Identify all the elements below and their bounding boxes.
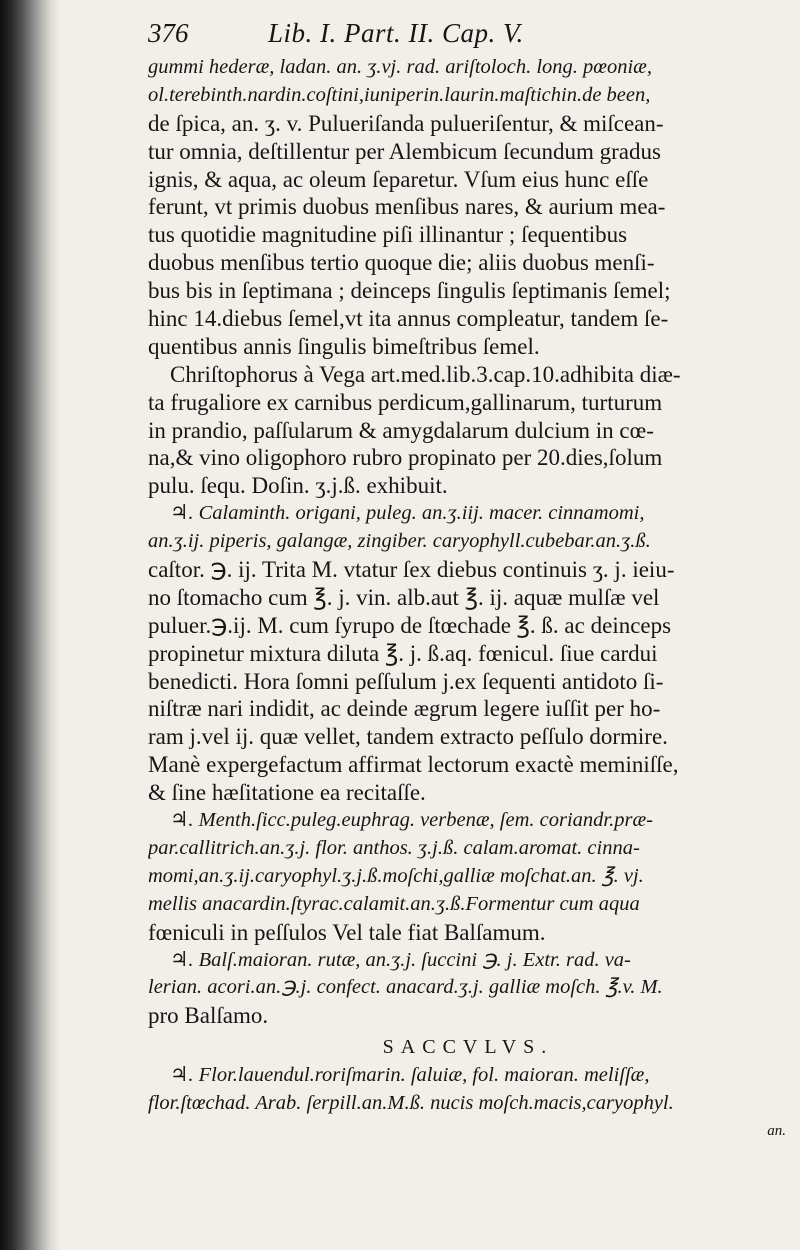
text-line: ol.terebinth.nardin.coſtini,iuniperin.laurin.maſtichin.de been, <box>148 83 651 106</box>
text-line: pro Balſamo. <box>148 1003 269 1029</box>
text-line: quentibus annis ſingulis bimeſtribus ſemel. <box>148 333 540 359</box>
text-line: an. <box>767 1122 786 1139</box>
page-number: 376 <box>148 18 189 48</box>
text-line: ♃. Balſ.maioran. rutæ, an.ʒ.j. ſuccini ℈. j. Extr. rad. va- <box>170 948 631 971</box>
text-line: ram j.vel ij. quæ vellet, tandem extracto peſſulo dormire. <box>148 724 668 750</box>
text-line: par.callitrich.an.ʒ.j. flor. anthos. ʒ.j.ß. calam.aromat. cinna- <box>148 836 640 859</box>
text-line: benedicti. Hora ſomni peſſulum j.ex ſequenti antidoto ſi- <box>148 668 664 694</box>
text-line: mellis anacardin.ſtyrac.calamit.an.ʒ.ß.Formentur cum aqua <box>148 892 640 915</box>
text-line: in prandio, paſſularum & amygdalarum dulcium in cœ- <box>148 417 654 443</box>
text-line: caſtor. ℈. ij. Trita M. vtatur ſex diebus continuis ʒ. j. ieiu- <box>148 557 675 583</box>
text-line: ignis, & aqua, ac oleum ſeparetur. Vſum eius hunc eſſe <box>148 166 649 192</box>
text-line: niſtræ nari indidit, ac deinde ægrum legere iuſſit per ho- <box>148 696 661 722</box>
text-line: ♃. Calaminth. origani, puleg. an.ʒ.iij. macer. cinnamomi, <box>170 502 645 525</box>
text-line: tur omnia, deſtillentur per Alembicum ſecundum gradus <box>148 138 661 164</box>
page-header <box>148 14 788 54</box>
text-line: ferunt, vt primis duobus menſibus nares, & aurium mea- <box>148 194 666 220</box>
text-line: puluer.℈.ij. M. cum ſyrupo de ſtœchade ℥. ß. ac deinceps <box>148 612 672 638</box>
text-line: ta frugaliore ex carnibus perdicum,gallinarum, turturum <box>148 389 663 415</box>
text-line: ♃. Menth.ſicc.puleg.euphrag. verbenæ, ſem. coriandr.præ- <box>170 809 653 832</box>
text-line: duobus menſibus tertio quoque die; aliis duobus menſi- <box>148 250 655 276</box>
text-line: bus bis in ſeptimana ; deinceps ſingulis ſeptimanis ſemel; <box>148 278 671 304</box>
text-line: tus quotidie magnitudine piſi illinantur ; ſequentibus <box>148 222 628 248</box>
text-line: Manè expergefactum affirmat lectorum exactè meminiſſe, <box>148 752 679 778</box>
text-line: Chriſtophorus à Vega art.med.lib.3.cap.10.adhibita diæ- <box>170 361 681 387</box>
text-line: & ſine hæſitatione ea recitaſſe. <box>148 780 426 806</box>
text-line: flor.ſtœchad. Arab. ſerpill.an.M.ß. nucis moſch.macis,caryophyl. <box>148 1091 674 1114</box>
section-heading: SACCVLVS. <box>382 1036 554 1059</box>
text-line: momi,an.ʒ.ij.caryophyl.ʒ.j.ß.moſchi,galliæ moſchat.an. ℥. vj. <box>148 864 644 887</box>
text-line: lerian. acori.an.℈.j. confect. anacard.ʒ.j. galliæ moſch. ℥.v. M. <box>148 976 663 999</box>
text-line: pulu. ſequ. Doſin. ʒ.j.ß. exhibuit. <box>148 473 448 499</box>
running-title: Lib. I. Part. II. Cap. V. <box>268 18 524 48</box>
text-line: propinetur mixtura diluta ℥. j. ß.aq. fœnicul. ſiue cardui <box>148 640 658 666</box>
body-text <box>148 54 788 1146</box>
text-line: ♃. Flor.lauendul.roriſmarin. ſaluiæ, fol. maioran. meliſſæ, <box>170 1064 650 1087</box>
book-binding-shadow <box>0 0 60 1250</box>
text-line: gummi hederæ, ladan. an. ʒ.vj. rad. ariſtoloch. long. pœoniæ, <box>148 56 652 78</box>
text-line: an.ʒ.ij. piperis, galangæ, zingiber. caryophyll.cubebar.an.ʒ.ß. <box>148 530 651 553</box>
text-line: fœniculi in peſſulos Vel tale fiat Balſamum. <box>148 919 546 945</box>
text-line: no ſtomacho cum ℥. j. vin. alb.aut ℥. ij. aquæ mulſæ vel <box>148 584 660 610</box>
book-page <box>148 14 788 1244</box>
text-line: de ſpica, an. ʒ. v. Pulueriſanda pulueriſentur, & miſcean- <box>148 110 664 136</box>
text-line: na,& vino oligophoro rubro propinato per 20.dies,ſolum <box>148 445 663 471</box>
text-line: hinc 14.diebus ſemel,vt ita annus compleatur, tandem ſe- <box>148 306 669 332</box>
